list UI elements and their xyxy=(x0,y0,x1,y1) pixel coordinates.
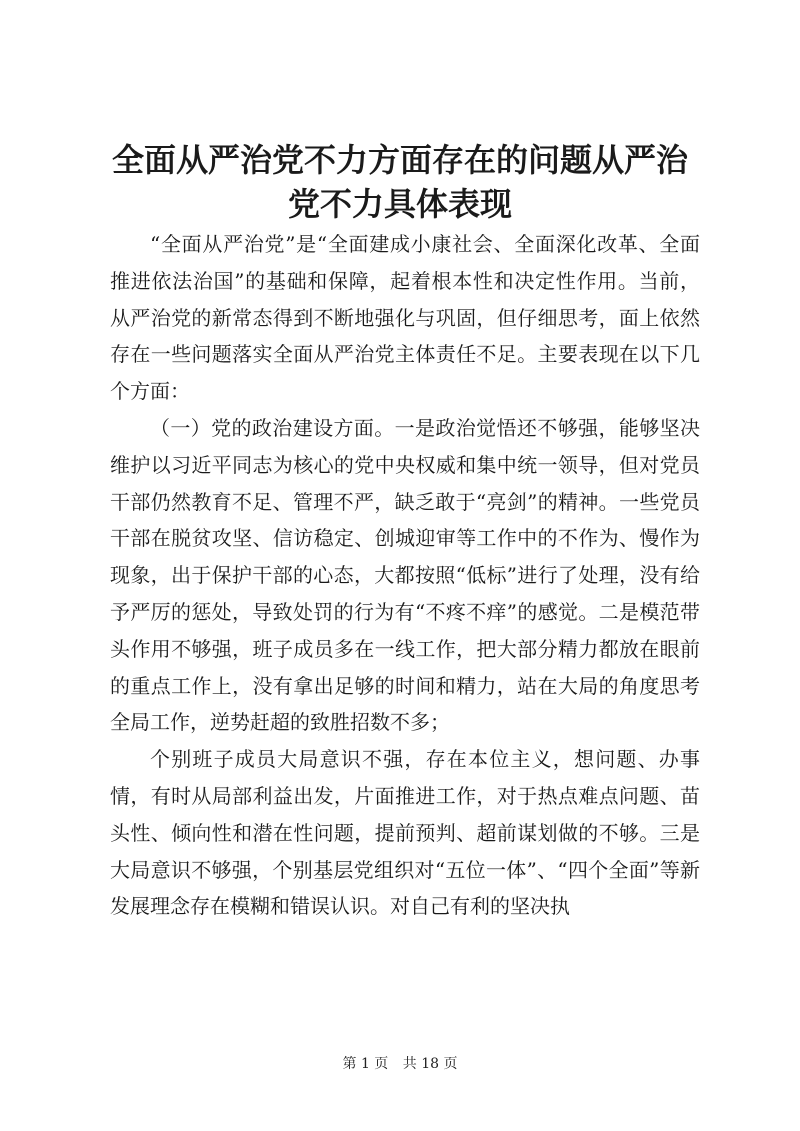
page-number: 第 1 页 xyxy=(342,1056,389,1072)
paragraph-political-construction: （一）党的政治建设方面。一是政治觉悟还不够强，能够坚决维护以习近平同志为核心的党中央权威和集中统一领导，但对党员干部仍然教育不足、管理不严，缺乏敢于“亮剑”的精神。一些党员干部在脱贫攻坚、信访稳定、创城迎审等工作中的不作为、慢作为现象，出于保护干部的心态，大都按照“低标”进行了处理，没有给予严厉的惩处，导致处罚的行为有“不疼不痒”的感觉。二是模范带头作用不够强，班子成员多在一线工作，把大部分精力都放在眼前的重点工作上，没有拿出足够的时间和精力，站在大局的角度思考全局工作，逆势赶超的致胜招数不多； xyxy=(110,415,700,735)
paragraph-overall-awareness: 个别班子成员大局意识不强，存在本位主义，想问题、办事情，有时从局部利益出发，片面推进工作，对于热点难点问题、苗头性、倾向性和潜在性问题，提前预判、超前谋划做的不够。三是大局意识不够强，个别基层党组织对“五位一体”、“四个全面”等新发展理念存在模糊和错误认识。对自己有利的坚决执 xyxy=(110,747,700,919)
page-footer xyxy=(0,1054,800,1074)
paragraph-intro: “全面从严治党”是“全面建成小康社会、全面深化改革、全面推进依法治国”的基础和保障，起着根本性和决定性作用。当前，从严治党的新常态得到不断地强化与巩固，但仔细思考，面上依然存在一些问题落实全面从严治党主体责任不足。主要表现在以下几个方面： xyxy=(110,232,700,404)
document-body xyxy=(110,226,700,925)
document-title: 全面从严治党不力方面存在的问题从严治党不力具体表现 xyxy=(111,141,688,223)
page-total: 共 18 页 xyxy=(402,1056,458,1072)
